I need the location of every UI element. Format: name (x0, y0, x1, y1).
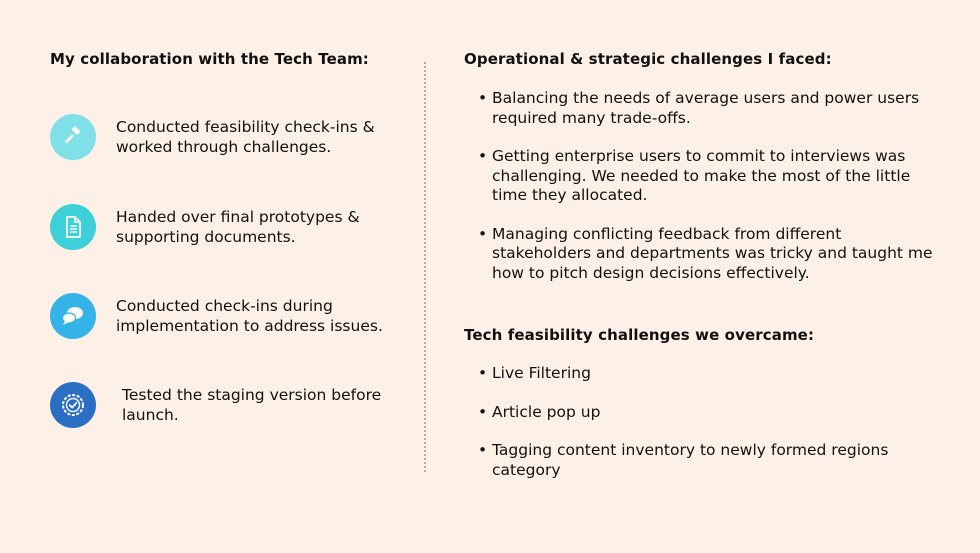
list-item: • Getting enterprise users to commit to interviews was challenging. We needed to make the most of the little time they allocated. (478, 147, 938, 206)
column-divider (424, 62, 426, 472)
gavel-icon (50, 114, 96, 160)
collab-item-implementation (50, 293, 396, 339)
list-item: • Balancing the needs of average users and power users required many trade-offs. (478, 89, 938, 128)
collab-item-text: Handed over final prototypes & supporting documents. (116, 208, 360, 246)
collab-item-staging (50, 382, 402, 428)
collab-item-text: Conducted feasibility check-ins & worked through challenges. (116, 118, 375, 156)
list-item: • Tagging content inventory to newly formed regions category (478, 441, 898, 480)
collab-item-text: Conducted check-ins during implementation to address issues. (116, 297, 383, 335)
collab-item-text: Tested the staging version before launch. (122, 386, 382, 424)
document-icon (50, 204, 96, 250)
operational-challenges-list (478, 89, 938, 283)
collaboration-heading: My collaboration with the Tech Team: (50, 50, 369, 68)
list-item: • Article pop up (478, 403, 938, 423)
collab-item-feasibility (50, 114, 396, 160)
list-item: • Managing conflicting feedback from different stakeholders and departments was tricky and taught me how to pitch design decisions effectively. (478, 225, 938, 284)
verified-badge-icon (50, 382, 96, 428)
collab-item-handover (50, 204, 396, 250)
chat-bubbles-icon (50, 293, 96, 339)
tech-challenges-heading: Tech feasibility challenges we overcame: (464, 326, 815, 344)
list-item: • Live Filtering (478, 364, 938, 384)
operational-challenges-heading: Operational & strategic challenges I faced: (464, 50, 832, 68)
tech-challenges-list (478, 364, 938, 480)
